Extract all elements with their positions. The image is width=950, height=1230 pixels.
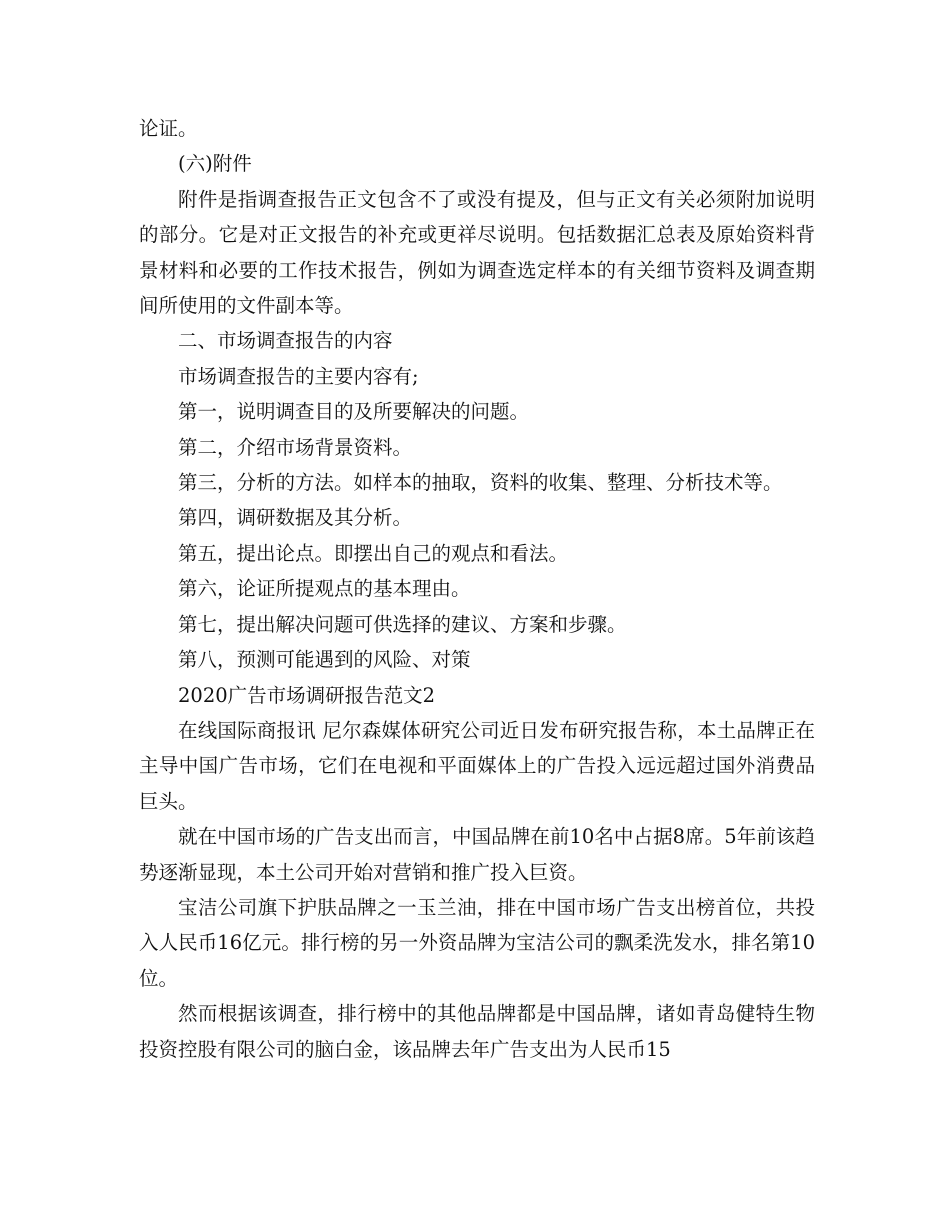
list-item-sixth: 第六，论证所提观点的基本理由。 [178,577,471,601]
section-heading-report-content: 二、市场调查报告的内容 [178,329,393,353]
section-heading-attachment: (六)附件 [178,152,252,176]
list-item-fifth: 第五，提出论点。即摆出自己的观点和看法。 [178,541,569,565]
list-item-first: 第一，说明调查目的及所要解决的问题。 [178,400,530,424]
paragraph-content-intro: 市场调查报告的主要内容有; [178,364,419,388]
list-item-seventh: 第七，提出解决问题可供选择的建议、方案和步骤。 [178,612,627,636]
list-item-fourth: 第四，调研数据及其分析。 [178,506,413,530]
list-item-second: 第二，介绍市场背景资料。 [178,435,413,459]
section-heading-sample-2: 2020广告市场调研报告范文2 [178,683,436,707]
document-body [139,111,815,1067]
list-item-third: 第三，分析的方法。如样本的抽取，资料的收集、整理、分析技术等。 [178,471,783,495]
paragraph-chinese-brands: 然而根据该调查，排行榜中的其他品牌都是中国品牌，诸如青岛健特生物投资控股有限公司的脑白金，该品牌去年广告支出为人民币15 [139,1002,815,1061]
list-item-eighth: 第八，预测可能遇到的风险、对策 [178,648,471,672]
paragraph-nielsen-report: 在线国际商报讯 尼尔森媒体研究公司近日发布研究报告称，本土品牌正在主导中国广告市场，它们在电视和平面媒体上的广告投入远远超过国外消费品巨头。 [139,718,815,813]
paragraph-olay-ranking: 宝洁公司旗下护肤品牌之一玉兰油，排在中国市场广告支出榜首位，共投入人民币16亿元。排行榜的另一外资品牌为宝洁公司的飘柔洗发水，排名第10位。 [139,895,815,990]
paragraph-ad-spending: 就在中国市场的广告支出而言，中国品牌在前10名中占据8席。5年前该趋势逐渐显现，本土公司开始对营销和推广投入巨资。 [139,825,815,884]
paragraph-attachment-definition: 附件是指调查报告正文包含不了或没有提及，但与正文有关必须附加说明的部分。它是对正文报告的补充或更祥尽说明。包括数据汇总表及原始资料背景材料和必要的工作技术报告，例如为调查选定样本的有关细节资料及调查期间所使用的文件副本等。 [139,187,815,318]
paragraph-continuation: 论证。 [139,117,198,140]
